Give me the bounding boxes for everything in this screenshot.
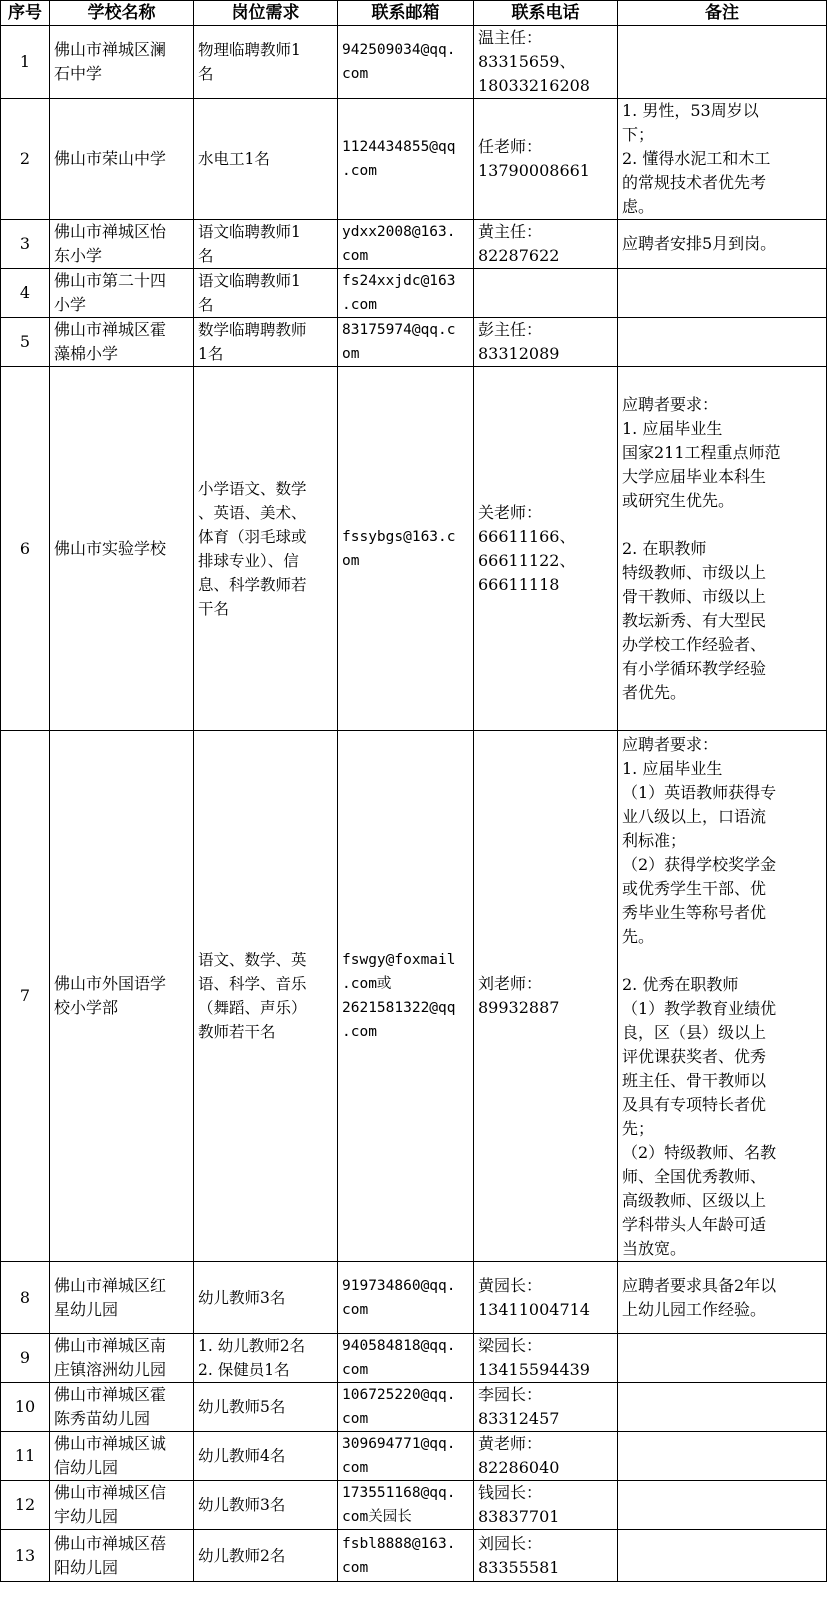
cell-email-line: 309694771@qq.: [342, 1436, 456, 1452]
cell-phone-line: 刘老师：: [478, 974, 543, 993]
cell-note-line: [622, 513, 822, 537]
cell-job-line: 体育（羽毛球或: [198, 527, 307, 546]
cell-phone-line: 13415594439: [478, 1360, 590, 1379]
cell-email-line: 1124434855@qq: [342, 139, 456, 155]
cell-note-line: 2. 在职教师: [622, 538, 707, 558]
cell-phone-line: 梁园长：: [478, 1336, 543, 1355]
cell-phone-line: 83837701: [478, 1507, 560, 1526]
cell-email: [338, 1481, 474, 1530]
cell-note: [618, 1432, 827, 1481]
cell-note-line: 2. 优秀在职教师: [622, 975, 739, 994]
cell-phone-line: 66611118: [478, 574, 560, 594]
cell-school: [50, 99, 194, 220]
cell-school: [50, 731, 194, 1262]
table-row: [1, 220, 827, 269]
cell-phone-line: 温主任：: [478, 28, 543, 47]
cell-note-line: 1. 应届毕业生: [622, 759, 723, 778]
cell-school-line: 佛山市禅城区南: [54, 1336, 167, 1355]
table-row: [1, 1383, 827, 1432]
cell-phone-line: 83315659、: [478, 52, 576, 71]
cell-job: [194, 1432, 338, 1481]
cell-email: [338, 1432, 474, 1481]
cell-note-line: [622, 949, 822, 973]
table-row: [1, 99, 827, 220]
cell-phone-line: 黄园长：: [478, 1275, 543, 1295]
cell-phone-line: 82286040: [478, 1458, 560, 1477]
cell-school: [50, 318, 194, 367]
cell-note-line: 良，区（县）级以上: [622, 1023, 767, 1042]
cell-email: [338, 731, 474, 1262]
cell-email: [338, 26, 474, 99]
table-row: [1, 318, 827, 367]
header-note: 备注: [618, 1, 827, 26]
cell-note: [618, 367, 827, 731]
cell-school-line: 佛山市禅城区信: [54, 1483, 167, 1502]
cell-school: [50, 1481, 194, 1530]
cell-note-line: 的常规技术者优先考: [622, 173, 767, 192]
cell-school-line: 佛山市禅城区诚: [54, 1434, 167, 1453]
cell-email-line: om: [342, 552, 360, 569]
cell-job-line: 名: [198, 65, 214, 83]
cell-note-line: 上幼儿园工作经验。: [622, 1299, 767, 1319]
cell-school-line: 星幼儿园: [54, 1299, 119, 1319]
cell-school: [50, 367, 194, 731]
cell-note: [618, 1262, 827, 1334]
cell-no: 8: [1, 1262, 50, 1334]
cell-school-line: 佛山市禅城区霍: [54, 1385, 167, 1404]
cell-phone: [474, 1530, 618, 1582]
cell-no: 3: [1, 220, 50, 269]
cell-job-line: 水电工1名: [198, 150, 270, 168]
cell-note-line: 或优秀学生干部、优: [622, 879, 767, 898]
cell-school: [50, 1262, 194, 1334]
cell-job-line: 物理临聘教师1: [198, 41, 301, 59]
cell-note-line: （2）获得学校奖学金: [622, 855, 777, 874]
cell-note-line: 2. 懂得水泥工和木工: [622, 149, 771, 168]
cell-note: [618, 220, 827, 269]
table-row: [1, 1432, 827, 1481]
cell-phone-line: 83312457: [478, 1409, 560, 1428]
cell-phone-line: 66611122、: [478, 550, 576, 570]
cell-note-line: 骨干教师、市级以上: [622, 586, 767, 606]
cell-phone: [474, 318, 618, 367]
cell-job-line: 语、科学、音乐: [198, 975, 307, 993]
cell-job-line: 教师若干名: [198, 1023, 276, 1041]
cell-job-line: 幼儿教师2名: [198, 1546, 286, 1565]
cell-email-line: ydxx2008@163.: [342, 224, 456, 240]
cell-note-line: 秀毕业生等称号者优: [622, 903, 767, 922]
table-row: [1, 26, 827, 99]
cell-school: [50, 269, 194, 318]
cell-job: [194, 1481, 338, 1530]
cell-note: [618, 26, 827, 99]
cell-job-line: 小学语文、数学: [198, 479, 307, 498]
cell-phone-line: 66611166、: [478, 526, 576, 546]
cell-job-line: 排球专业）、信: [198, 551, 299, 570]
cell-phone: [474, 99, 618, 220]
cell-note-line: 1. 应届毕业生: [622, 418, 723, 438]
cell-email-line: com关园长: [342, 1509, 412, 1525]
cell-email-line: fsbl8888@163.: [342, 1535, 456, 1552]
cell-note: [618, 269, 827, 318]
cell-note-line: 应聘者要求：: [622, 394, 719, 414]
cell-job: [194, 269, 338, 318]
cell-email-line: fs24xxjdc@163: [342, 273, 456, 289]
cell-school: [50, 1383, 194, 1432]
cell-email-line: 940584818@qq.: [342, 1338, 456, 1354]
cell-note-line: 应聘者要求：: [622, 735, 719, 754]
cell-no: 7: [1, 731, 50, 1262]
cell-note-line: 利标准；: [622, 831, 687, 850]
cell-job-line: 、英语、美术、: [198, 503, 307, 522]
cell-phone: [474, 1432, 618, 1481]
cell-school-line: 小学: [54, 295, 87, 314]
cell-note-line: 国家211工程重点师范: [622, 442, 781, 462]
cell-job: [194, 1334, 338, 1383]
cell-email-line: fswgy@foxmail: [342, 952, 456, 968]
cell-email-line: com: [342, 66, 369, 82]
table-row: [1, 1262, 827, 1334]
cell-email-line: 173551168@qq.: [342, 1485, 456, 1501]
cell-school-line: 佛山市禅城区霍: [54, 320, 167, 339]
cell-phone-line: 13790008661: [478, 161, 590, 180]
header-email: 联系邮箱: [338, 1, 474, 26]
cell-school-line: 信幼儿园: [54, 1458, 119, 1477]
cell-phone: [474, 1383, 618, 1432]
cell-job: [194, 318, 338, 367]
cell-note-line: 学科带头人年龄可适: [622, 1215, 767, 1234]
cell-note-line: 虑。: [622, 197, 655, 216]
cell-note-line: 下；: [622, 125, 655, 144]
cell-email-line: 83175974@qq.c: [342, 322, 456, 338]
cell-job-line: 干名: [198, 599, 230, 618]
cell-job-line: 语文、数学、英: [198, 951, 307, 969]
cell-note-line: 应聘者要求具备2年以: [622, 1275, 777, 1295]
cell-school-line: 校小学部: [54, 998, 119, 1017]
cell-job: [194, 99, 338, 220]
cell-email-line: .com: [342, 1024, 377, 1040]
cell-email-line: com: [342, 1362, 369, 1378]
cell-job-line: 幼儿教师3名: [198, 1496, 286, 1514]
cell-school-line: 藻棉小学: [54, 344, 119, 363]
cell-job-line: 语文临聘教师1: [198, 272, 301, 290]
cell-phone: [474, 1262, 618, 1334]
cell-phone-line: 黄老师：: [478, 1434, 543, 1453]
header-phone: 联系电话: [474, 1, 618, 26]
cell-job-line: 息、科学教师若: [198, 575, 307, 594]
cell-email: [338, 1530, 474, 1582]
cell-phone-line: 18033216208: [478, 76, 590, 95]
cell-email-line: .com: [342, 163, 377, 179]
cell-job-line: 幼儿教师4名: [198, 1447, 286, 1465]
cell-email-line: 2621581322@qq: [342, 1000, 456, 1016]
cell-school-line: 东小学: [54, 246, 103, 265]
cell-school-line: 佛山市禅城区红: [54, 1275, 167, 1295]
cell-no: 4: [1, 269, 50, 318]
cell-phone-line: 89932887: [478, 998, 560, 1017]
cell-email: [338, 269, 474, 318]
cell-school-line: 佛山市禅城区蓓: [54, 1533, 167, 1553]
table-row: [1, 1481, 827, 1530]
header-row: [1, 1, 827, 26]
cell-email: [338, 1262, 474, 1334]
cell-phone-line: 83355581: [478, 1557, 560, 1577]
cell-school-line: 佛山市禅城区怡: [54, 222, 167, 241]
cell-phone: [474, 1334, 618, 1383]
header-school: 学校名称: [50, 1, 194, 26]
cell-note-line: 先。: [622, 927, 655, 946]
cell-email-line: 106725220@qq.: [342, 1387, 456, 1403]
cell-job-line: 语文临聘教师1: [198, 223, 301, 241]
cell-note-line: 应聘者安排5月到岗。: [622, 234, 777, 253]
cell-no: 11: [1, 1432, 50, 1481]
cell-note-line: 办学校工作经验者、: [622, 634, 767, 654]
cell-job: [194, 1530, 338, 1582]
cell-job-line: 幼儿教师3名: [198, 1288, 286, 1307]
cell-email-line: com: [342, 1411, 369, 1427]
cell-no: 12: [1, 1481, 50, 1530]
cell-phone-line: 钱园长：: [478, 1483, 543, 1502]
cell-phone: [474, 26, 618, 99]
cell-email-line: com: [342, 248, 369, 264]
cell-no: 10: [1, 1383, 50, 1432]
cell-school: [50, 220, 194, 269]
header-job: 岗位需求: [194, 1, 338, 26]
cell-email-line: com: [342, 1559, 369, 1576]
table-row: [1, 1334, 827, 1383]
cell-note: [618, 1530, 827, 1582]
cell-note-line: （1）教学教育业绩优: [622, 999, 777, 1018]
cell-note-line: 高级教师、区级以上: [622, 1191, 767, 1210]
cell-job: [194, 731, 338, 1262]
table-row: [1, 1530, 827, 1582]
cell-job-line: 幼儿教师5名: [198, 1398, 286, 1416]
cell-note-line: 者优先。: [622, 682, 687, 702]
cell-note-line: 评优课获奖者、优秀: [622, 1047, 767, 1066]
cell-note-line: 大学应届毕业本科生: [622, 466, 767, 486]
cell-note-line: 先；: [622, 1119, 655, 1138]
cell-no: 6: [1, 367, 50, 731]
cell-school-line: 佛山市实验学校: [54, 538, 167, 558]
cell-job: [194, 1262, 338, 1334]
cell-school-line: 陈秀苗幼儿园: [54, 1409, 151, 1428]
cell-school-line: 庄镇溶洲幼儿园: [54, 1360, 167, 1379]
cell-job-line: 名: [198, 296, 214, 314]
cell-email: [338, 99, 474, 220]
cell-phone-line: 83312089: [478, 344, 560, 363]
cell-school-line: 宇幼儿园: [54, 1507, 119, 1526]
cell-email-line: 942509034@qq.: [342, 42, 456, 58]
cell-note-line: 业八级以上，口语流: [622, 807, 767, 826]
cell-note: [618, 99, 827, 220]
header-no: 序号: [1, 1, 50, 26]
cell-job: [194, 26, 338, 99]
table-row: [1, 269, 827, 318]
cell-school: [50, 1334, 194, 1383]
cell-job-line: 名: [198, 247, 214, 265]
cell-no: 1: [1, 26, 50, 99]
cell-email: [338, 367, 474, 731]
cell-phone-line: 13411004714: [478, 1299, 590, 1319]
cell-phone: [474, 1481, 618, 1530]
cell-school-line: 佛山市禅城区澜: [54, 40, 167, 59]
cell-email: [338, 1334, 474, 1383]
table-row: [1, 731, 827, 1262]
cell-note: [618, 1383, 827, 1432]
cell-phone-line: 李园长：: [478, 1385, 543, 1404]
cell-note-line: 及具有专项特长者优: [622, 1095, 767, 1114]
cell-email-line: fssybgs@163.c: [342, 528, 456, 545]
cell-school-line: 阳幼儿园: [54, 1557, 119, 1577]
cell-note: [618, 318, 827, 367]
cell-job-line: 数学临聘聘教师: [198, 321, 307, 339]
cell-school-line: 佛山市第二十四: [54, 271, 167, 290]
cell-note-line: 1. 男性，53周岁以: [622, 101, 759, 120]
cell-school-line: 佛山市荣山中学: [54, 149, 167, 168]
cell-school-line: 佛山市外国语学: [54, 974, 167, 993]
cell-job: [194, 1383, 338, 1432]
cell-job-line: 1名: [198, 345, 224, 363]
cell-email-line: com: [342, 1460, 369, 1476]
cell-email-line: .com或: [342, 976, 392, 992]
cell-phone-line: 关老师：: [478, 502, 543, 522]
cell-note-line: 教坛新秀、有大型民: [622, 610, 767, 630]
cell-no: 5: [1, 318, 50, 367]
cell-note: [618, 731, 827, 1262]
cell-phone: [474, 269, 618, 318]
cell-email: [338, 220, 474, 269]
cell-note: [618, 1481, 827, 1530]
cell-note-line: （1）英语教师获得专: [622, 783, 777, 802]
cell-job: [194, 220, 338, 269]
cell-school: [50, 1432, 194, 1481]
cell-note-line: 当放宽。: [622, 1239, 687, 1258]
cell-no: 2: [1, 99, 50, 220]
cell-job-line: 2. 保健员1名: [198, 1361, 290, 1379]
cell-job-line: 1. 幼儿教师2名: [198, 1337, 306, 1355]
cell-phone: [474, 220, 618, 269]
cell-note-line: 或研究生优先。: [622, 490, 735, 510]
cell-note-line: （2）特级教师、名教: [622, 1143, 777, 1162]
cell-phone: [474, 367, 618, 731]
cell-phone-line: 黄主任：: [478, 222, 543, 241]
cell-note-line: 班主任、骨干教师以: [622, 1071, 767, 1090]
cell-note-line: 特级教师、市级以上: [622, 562, 767, 582]
cell-phone: [474, 731, 618, 1262]
cell-email: [338, 1383, 474, 1432]
cell-note: [618, 1334, 827, 1383]
cell-school: [50, 26, 194, 99]
cell-job-line: （舞蹈、声乐）: [198, 999, 307, 1017]
cell-school-line: 石中学: [54, 64, 103, 83]
cell-note-line: 有小学循环教学经验: [622, 658, 767, 678]
cell-email: [338, 318, 474, 367]
cell-phone-line: 任老师：: [478, 137, 543, 156]
table-row: [1, 367, 827, 731]
cell-phone-line: 彭主任：: [478, 320, 543, 339]
cell-no: 13: [1, 1530, 50, 1582]
cell-note-line: 师、全国优秀教师、: [622, 1167, 767, 1186]
cell-email-line: 919734860@qq.: [342, 1277, 456, 1294]
cell-email-line: com: [342, 1301, 369, 1318]
cell-phone-line: 刘园长：: [478, 1533, 543, 1553]
cell-email-line: om: [342, 346, 360, 362]
cell-no: 9: [1, 1334, 50, 1383]
cell-phone-line: 82287622: [478, 246, 560, 265]
cell-job: [194, 367, 338, 731]
cell-school: [50, 1530, 194, 1582]
cell-email-line: .com: [342, 297, 377, 313]
